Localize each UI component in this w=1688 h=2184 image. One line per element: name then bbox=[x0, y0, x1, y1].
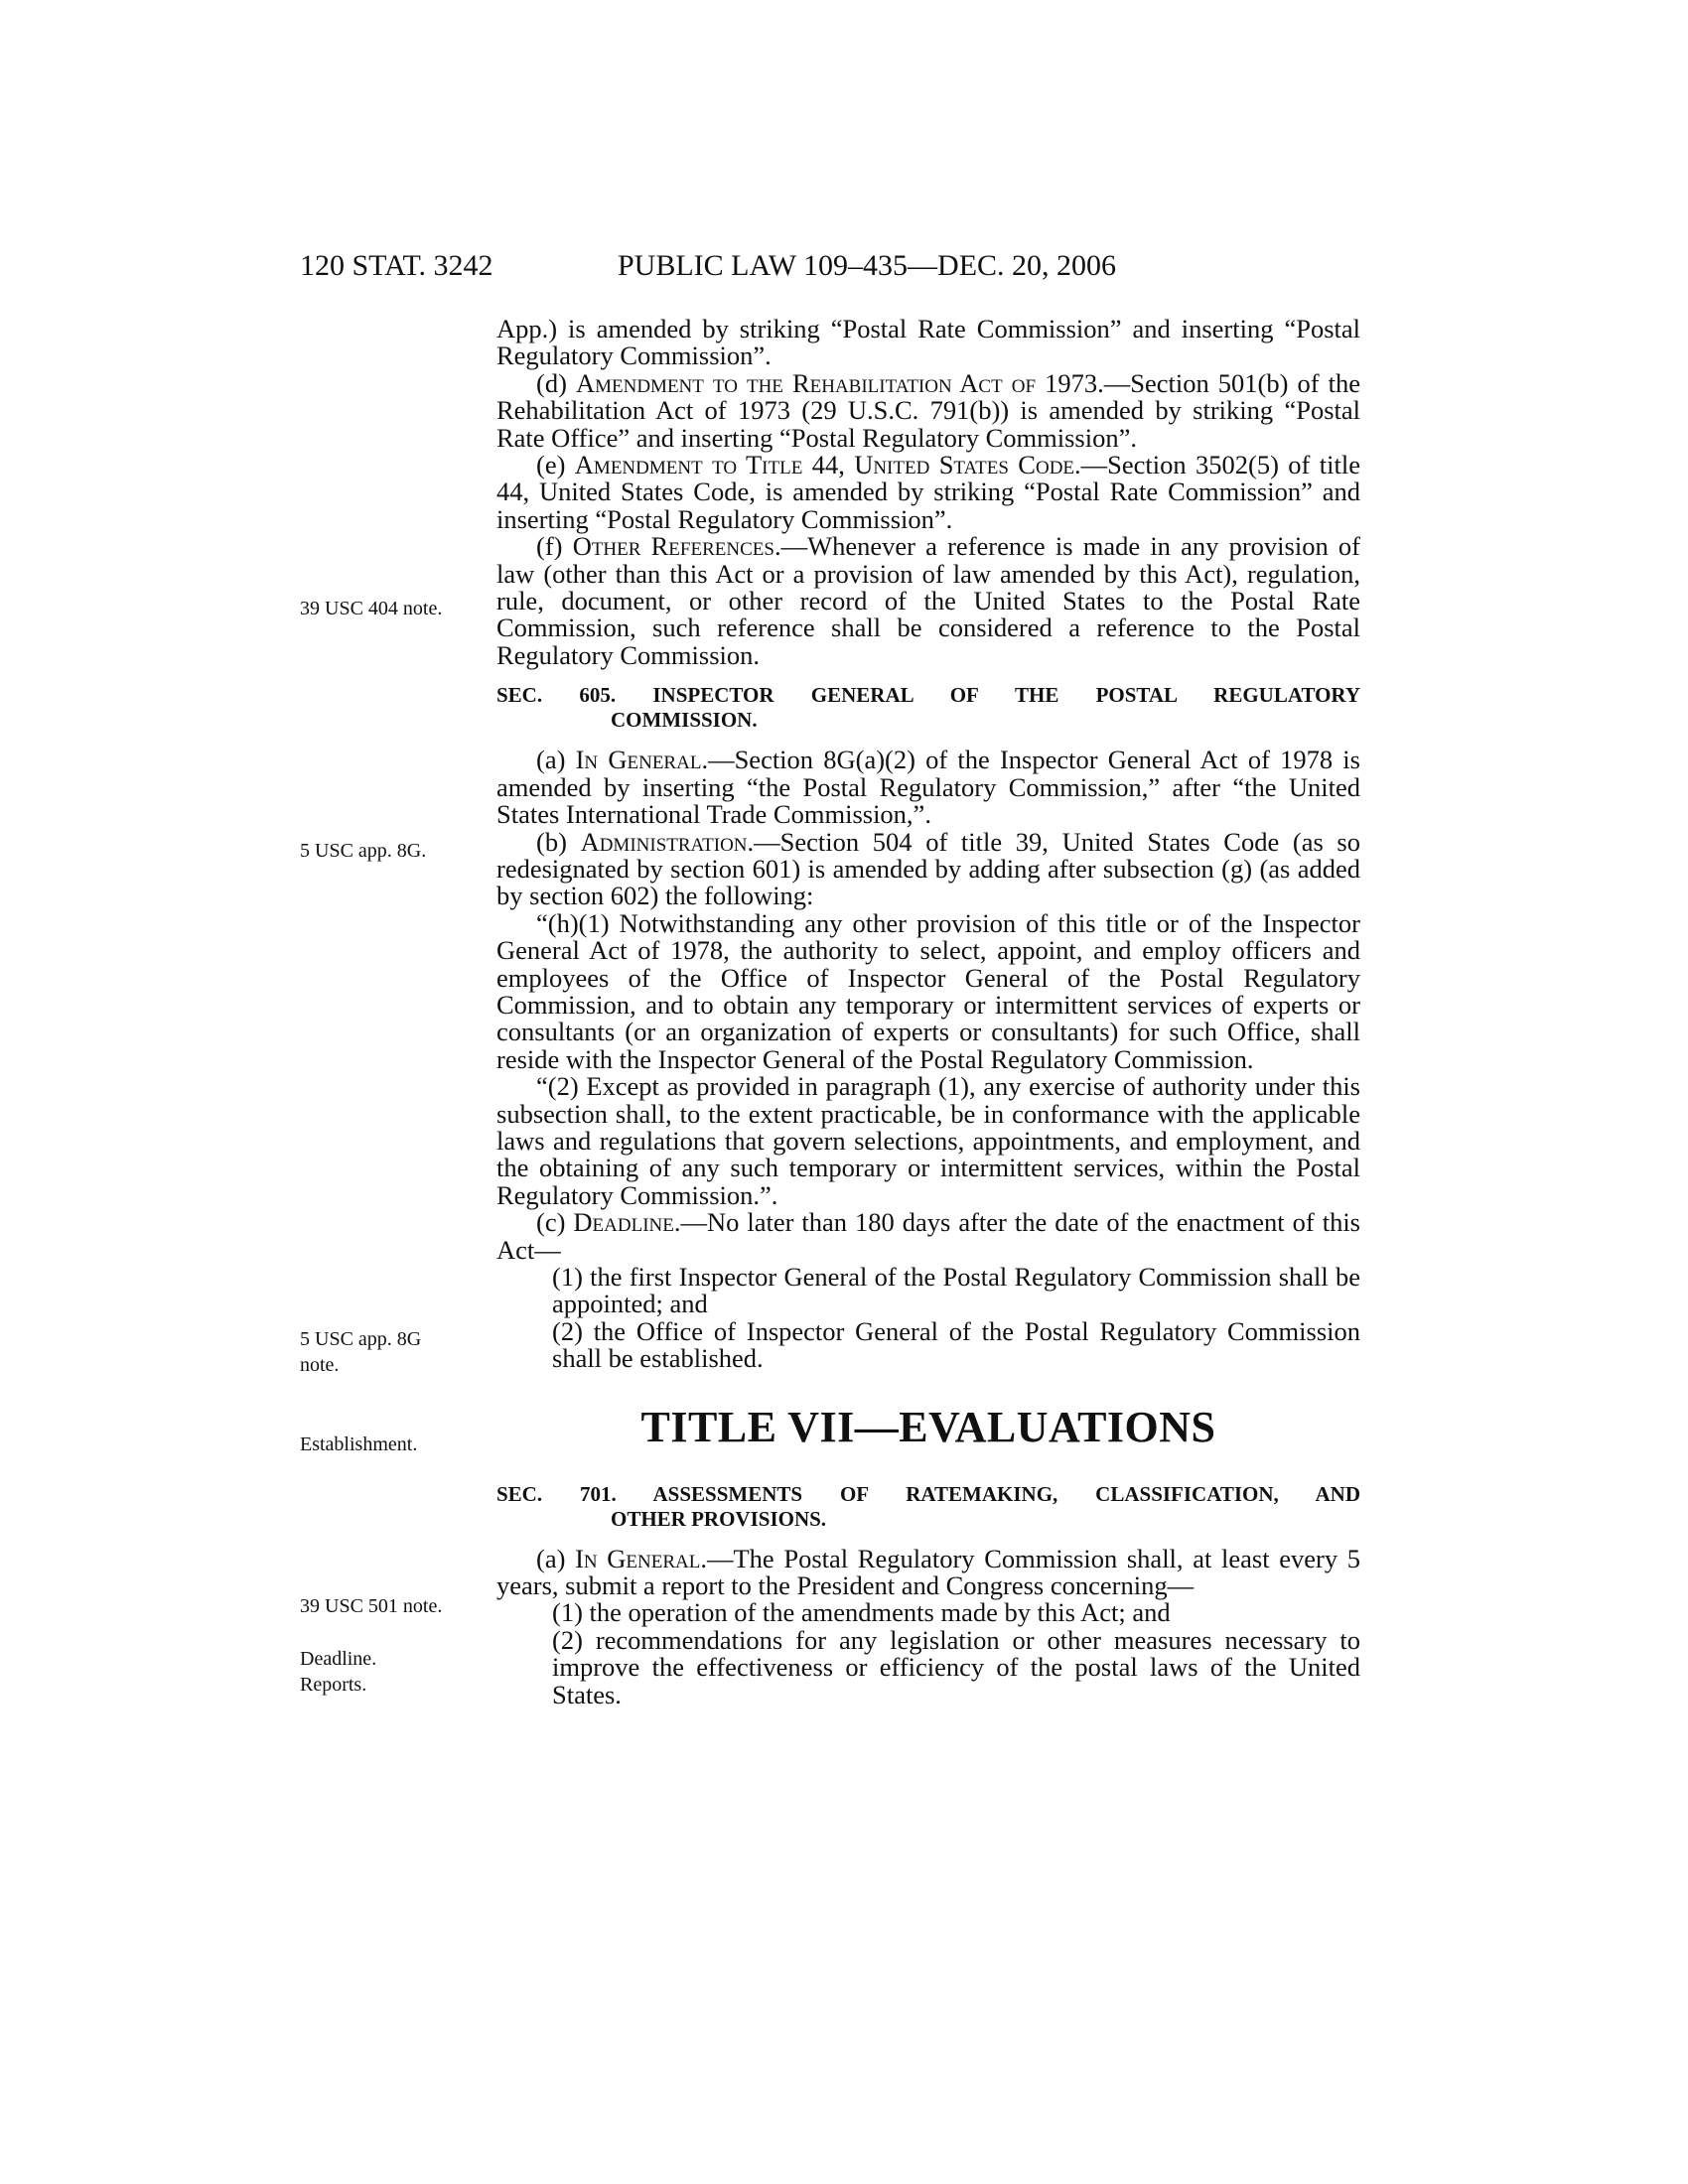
margin-note: 39 USC 404 note. bbox=[300, 598, 443, 619]
section-701-heading: SEC. 701. ASSESSMENTS OF RATEMAKING, CLASSIFICATION, AND OTHER PROVISIONS. bbox=[496, 1481, 1360, 1531]
paragraph-item: (1) the operation of the amendments made by this Act; and bbox=[552, 1597, 1171, 1628]
running-header: PUBLIC LAW 109–435—DEC. 20, 2006 bbox=[618, 249, 1117, 282]
subsection-heading: Administration bbox=[580, 826, 748, 857]
paragraph: App.) is amended by striking “Postal Rate Commission” and inserting “Postal Regulatory Commission”. bbox=[496, 314, 1360, 371]
margin-note: 5 USC app. 8G note. bbox=[300, 1328, 422, 1376]
subsection-heading: Deadline bbox=[573, 1207, 674, 1238]
title-heading: TITLE VII—EVALUATIONS bbox=[640, 1402, 1216, 1451]
section-605-heading: SEC. 605. INSPECTOR GENERAL OF THE POSTAL REGULATORY COMMISSION. bbox=[496, 683, 1360, 733]
margin-note: Deadline. Reports. bbox=[300, 1648, 377, 1696]
statute-page-number: 120 STAT. 3242 bbox=[300, 249, 493, 282]
subsection-b: (b) Administration.—Section 504 of title 39, United States Code (as so redesignated by section 601) is amended by adding after subsection (g) (as added by section 602) the following: bbox=[496, 826, 1360, 911]
subsection-a: (a) In General.—Section 8G(a)(2) of the Inspector General Act of 1978 is amended by inserting “the Postal Regulatory Commission,” after “the United States International Trade Commission,”. bbox=[496, 745, 1360, 830]
quoted-paragraph-h1: “(h)(1) Notwithstanding any other provision of this title or of the Inspector General Act of 1978, the authority to select, appoint, and employ officers and employees of the Office of Inspector General of the Postal Regulatory Commission, and to obtain any temporary or intermittent services of experts or consultants (or an organization of experts or consultants) for such Office, shall reside with the Inspector General of the Postal Regulatory Commission. bbox=[496, 907, 1360, 1074]
subsection-heading: In General bbox=[575, 745, 702, 775]
margin-note: 39 USC 501 note. bbox=[300, 1595, 443, 1617]
subsection-heading: In General bbox=[575, 1543, 701, 1573]
subsection-heading: Amendment to Title 44, United States Code bbox=[574, 450, 1075, 480]
subsection-a: (a) In General.—The Postal Regulatory Commission shall, at least every 5 years, submit a report to the President and Congress concerning— bbox=[496, 1543, 1360, 1601]
margin-note: 5 USC app. 8G. bbox=[300, 840, 427, 862]
subsection-e: (e) Amendment to Title 44, United States Code.—Section 3502(5) of title 44, United States Code, is amended by striking “Postal Rate Commission” and inserting “Postal Regulatory Commission”. bbox=[496, 450, 1360, 534]
subsection-heading: Amendment to the Rehabilitation Act of 1973 bbox=[575, 367, 1098, 398]
subsection-heading: Other References bbox=[572, 531, 774, 562]
paragraph-item: (2) recommendations for any legislation or other measures necessary to improve the effectiveness or efficiency of the postal laws of the United States. bbox=[552, 1624, 1360, 1709]
body-text bbox=[496, 316, 1360, 1708]
margin-note: Establishment. bbox=[300, 1433, 418, 1455]
paragraph-item: (2) the Office of Inspector General of the Postal Regulatory Commission shall be established. bbox=[552, 1315, 1360, 1374]
quoted-paragraph-h2: “(2) Except as provided in paragraph (1), any exercise of authority under this subsection shall, to the extent practicable, be in conformance with the applicable laws and regulations that govern selections, appointments, and employment, and the obtaining of any such temporary or intermittent services, within the Postal Regulatory Commission.”. bbox=[496, 1071, 1360, 1210]
paragraph-item: (1) the first Inspector General of the Postal Regulatory Commission shall be appointed; and bbox=[552, 1262, 1360, 1319]
subsection-c: (c) Deadline.—No later than 180 days after the date of the enactment of this Act— bbox=[496, 1207, 1360, 1265]
subsection-d: (d) Amendment to the Rehabilitation Act of 1973.—Section 501(b) of the Rehabilitation Act of 1973 (29 U.S.C. 791(b)) is amended by striking “Postal Rate Office” and inserting “Postal Regulatory Commission”. bbox=[496, 367, 1360, 453]
subsection-f: (f) Other References.—Whenever a reference is made in any provision of law (other than this Act or a provision of law amended by this Act), regulation, rule, document, or other record of the United States to the Postal Rate Commission, such reference shall be considered a reference to the Postal Regulatory Commission. bbox=[496, 531, 1360, 670]
